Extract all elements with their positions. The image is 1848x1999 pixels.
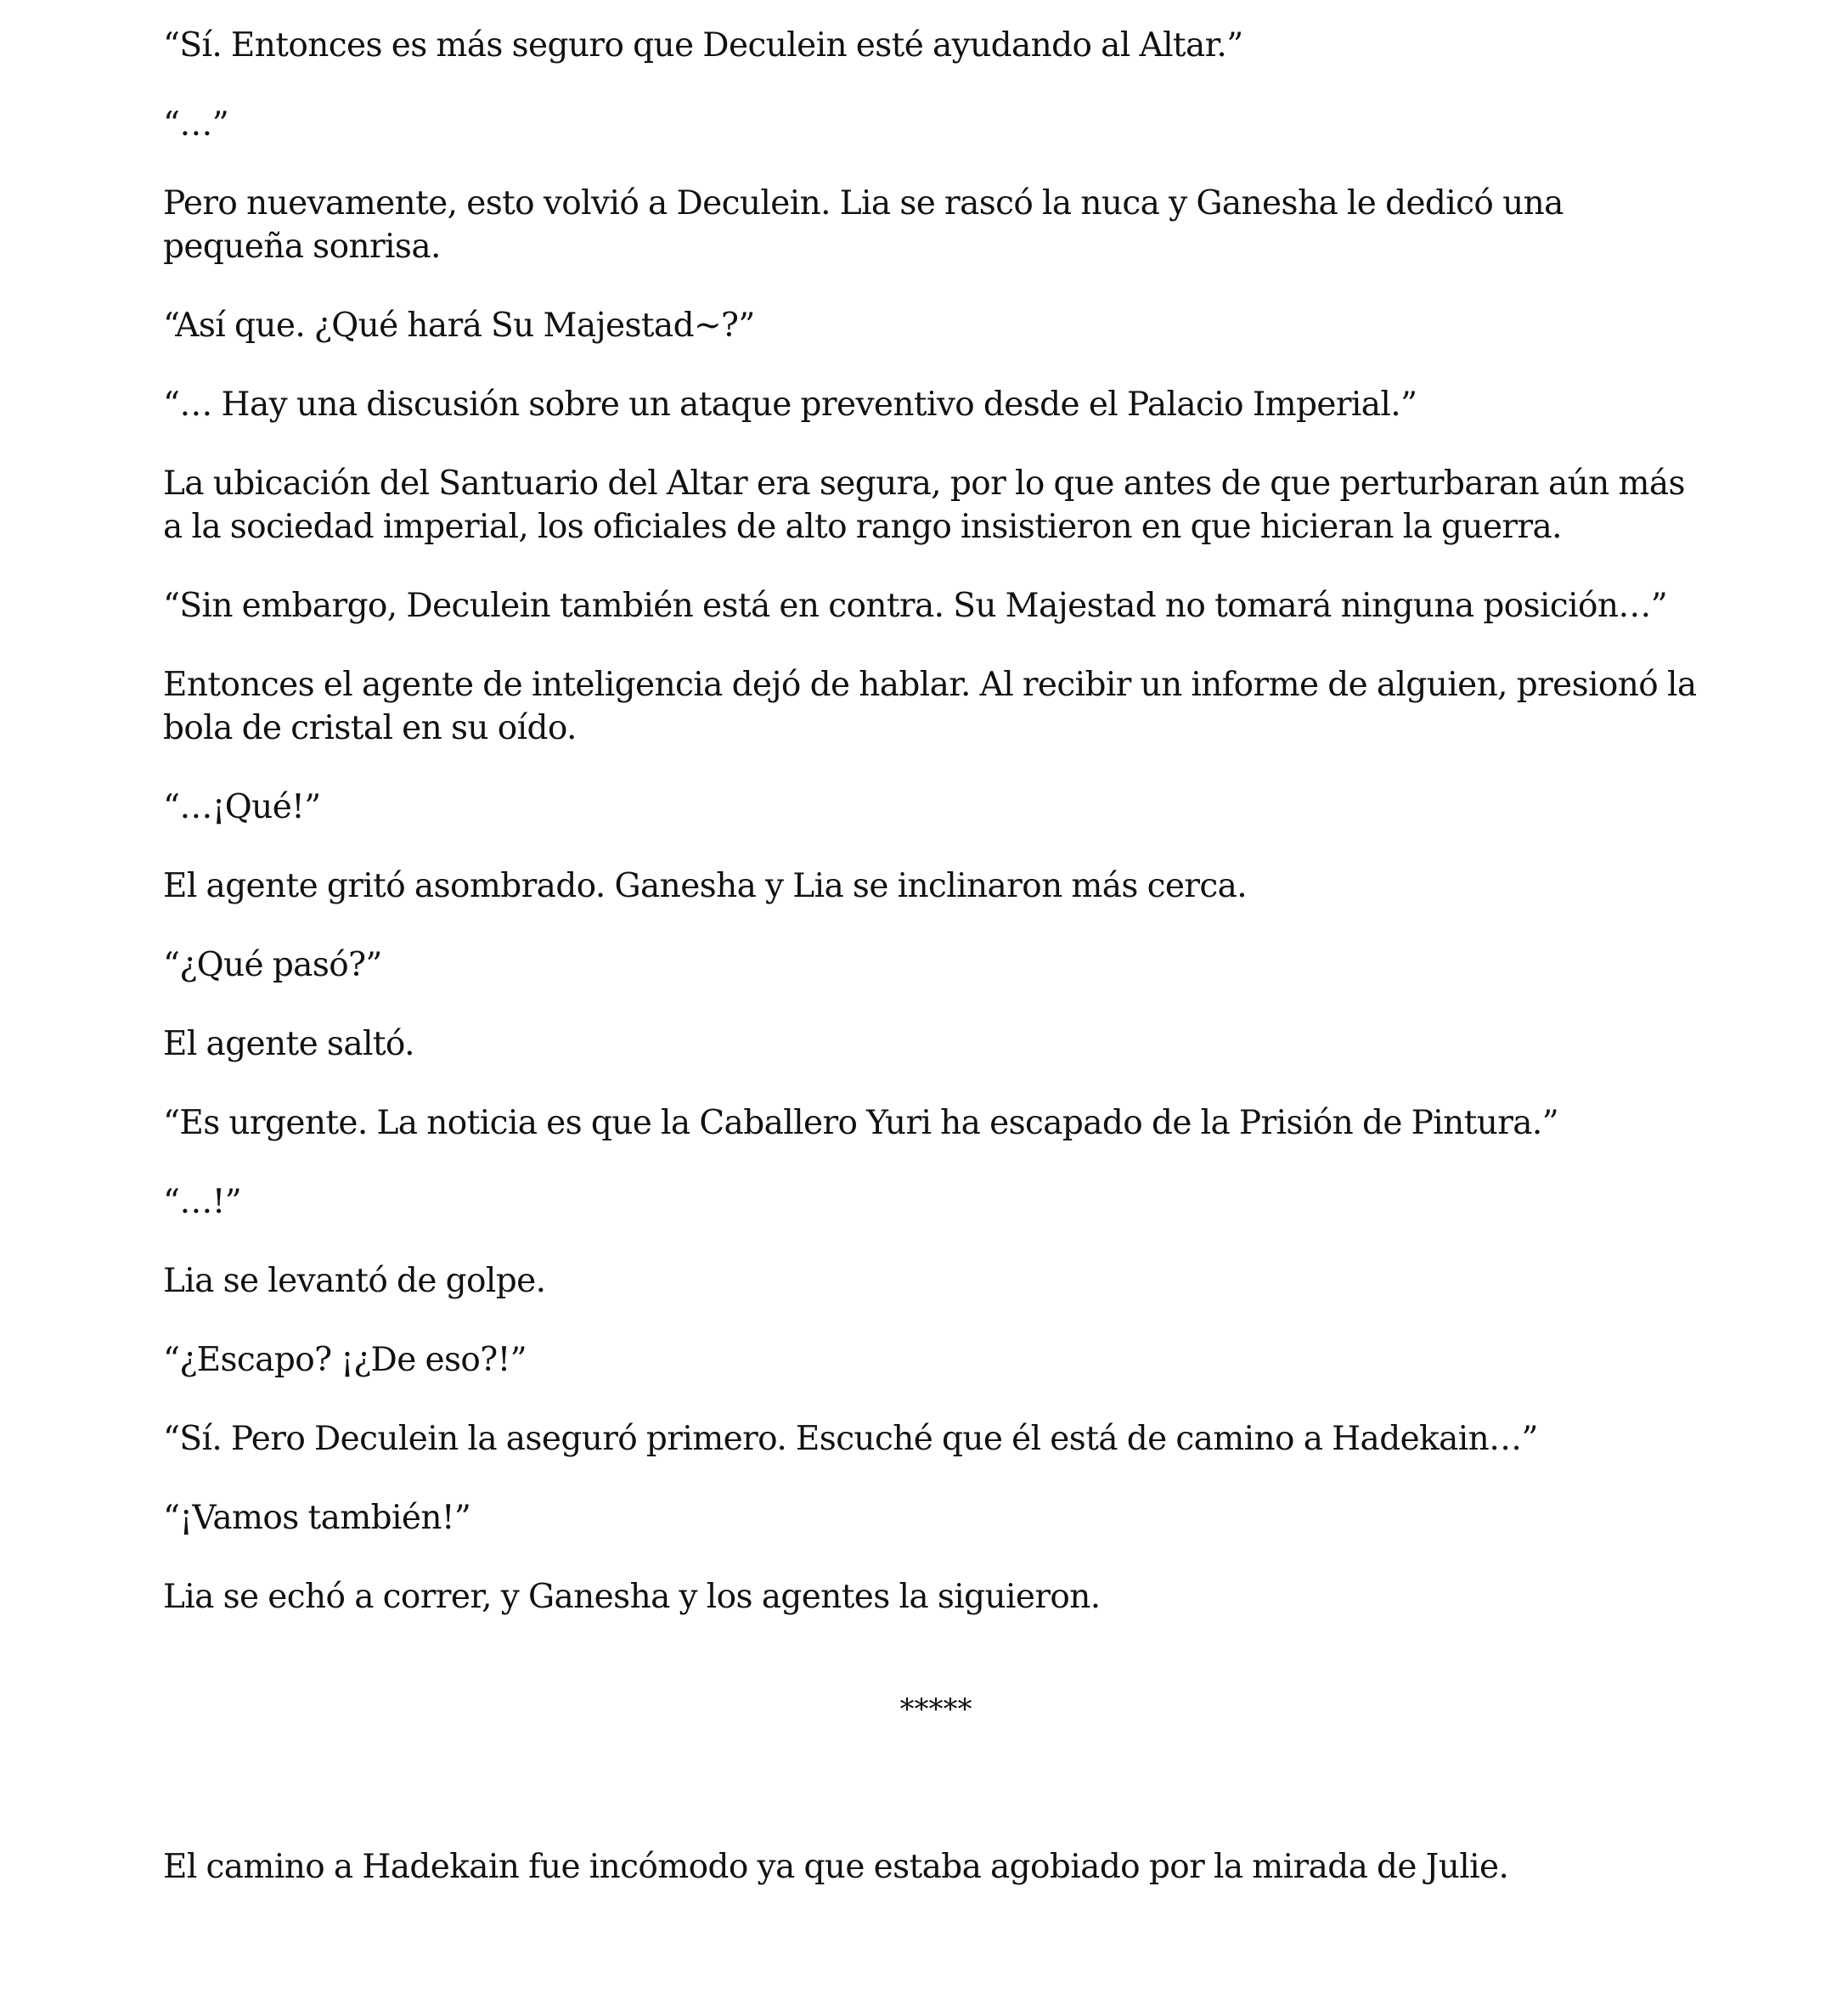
paragraph: Pero nuevamente, esto volvió a Deculein. Lia se rascó la nuca y Ganesha le dedicó una pequeña sonrisa. (163, 184, 1563, 266)
paragraph: “…!” (163, 1183, 242, 1221)
paragraph: El camino a Hadekain fue incómodo ya que estaba agobiado por la mirada de Julie. (163, 1848, 1509, 1886)
paragraph: Entonces el agente de inteligencia dejó de hablar. Al recibir un informe de alguien, presionó la bola de cristal en su oído. (163, 666, 1697, 747)
paragraph: Lia se echó a correr, y Ganesha y los agentes la siguieron. (163, 1578, 1101, 1616)
paragraph: “¿Escapo? ¡¿De eso?!” (163, 1341, 527, 1379)
paragraph: “Sí. Pero Deculein la aseguró primero. Escuché que él está de camino a Hadekain…” (163, 1420, 1538, 1458)
paragraph: “…” (163, 105, 229, 144)
paragraph: “Así que. ¿Qué hará Su Majestad~?” (163, 307, 755, 345)
paragraph: Lia se levantó de golpe. (163, 1262, 546, 1300)
paragraph: La ubicación del Santuario del Altar era segura, por lo que antes de que perturbaran aún más a la sociedad imperial, los oficiales de alto rango insistieron en que hicieran la guerra. (163, 465, 1685, 546)
paragraph: “Sin embargo, Deculein también está en contra. Su Majestad no tomará ninguna posición…” (163, 587, 1668, 625)
paragraph: “Sí. Entonces es más seguro que Deculein esté ayudando al Altar.” (163, 26, 1243, 65)
document-page (163, 24, 1709, 1924)
paragraph: “¡Vamos también!” (163, 1499, 471, 1537)
paragraph: “Es urgente. La noticia es que la Caballero Yuri ha escapado de la Prisión de Pintura.” (163, 1104, 1559, 1142)
paragraph: El agente saltó. (163, 1025, 414, 1063)
scene-separator: ***** (899, 1692, 972, 1726)
paragraph: “¿Qué pasó?” (163, 946, 382, 984)
paragraph: “…¡Qué!” (163, 788, 321, 826)
paragraph: “… Hay una discusión sobre un ataque preventivo desde el Palacio Imperial.” (163, 386, 1417, 424)
paragraph: El agente gritó asombrado. Ganesha y Lia se inclinaron más cerca. (163, 867, 1248, 905)
